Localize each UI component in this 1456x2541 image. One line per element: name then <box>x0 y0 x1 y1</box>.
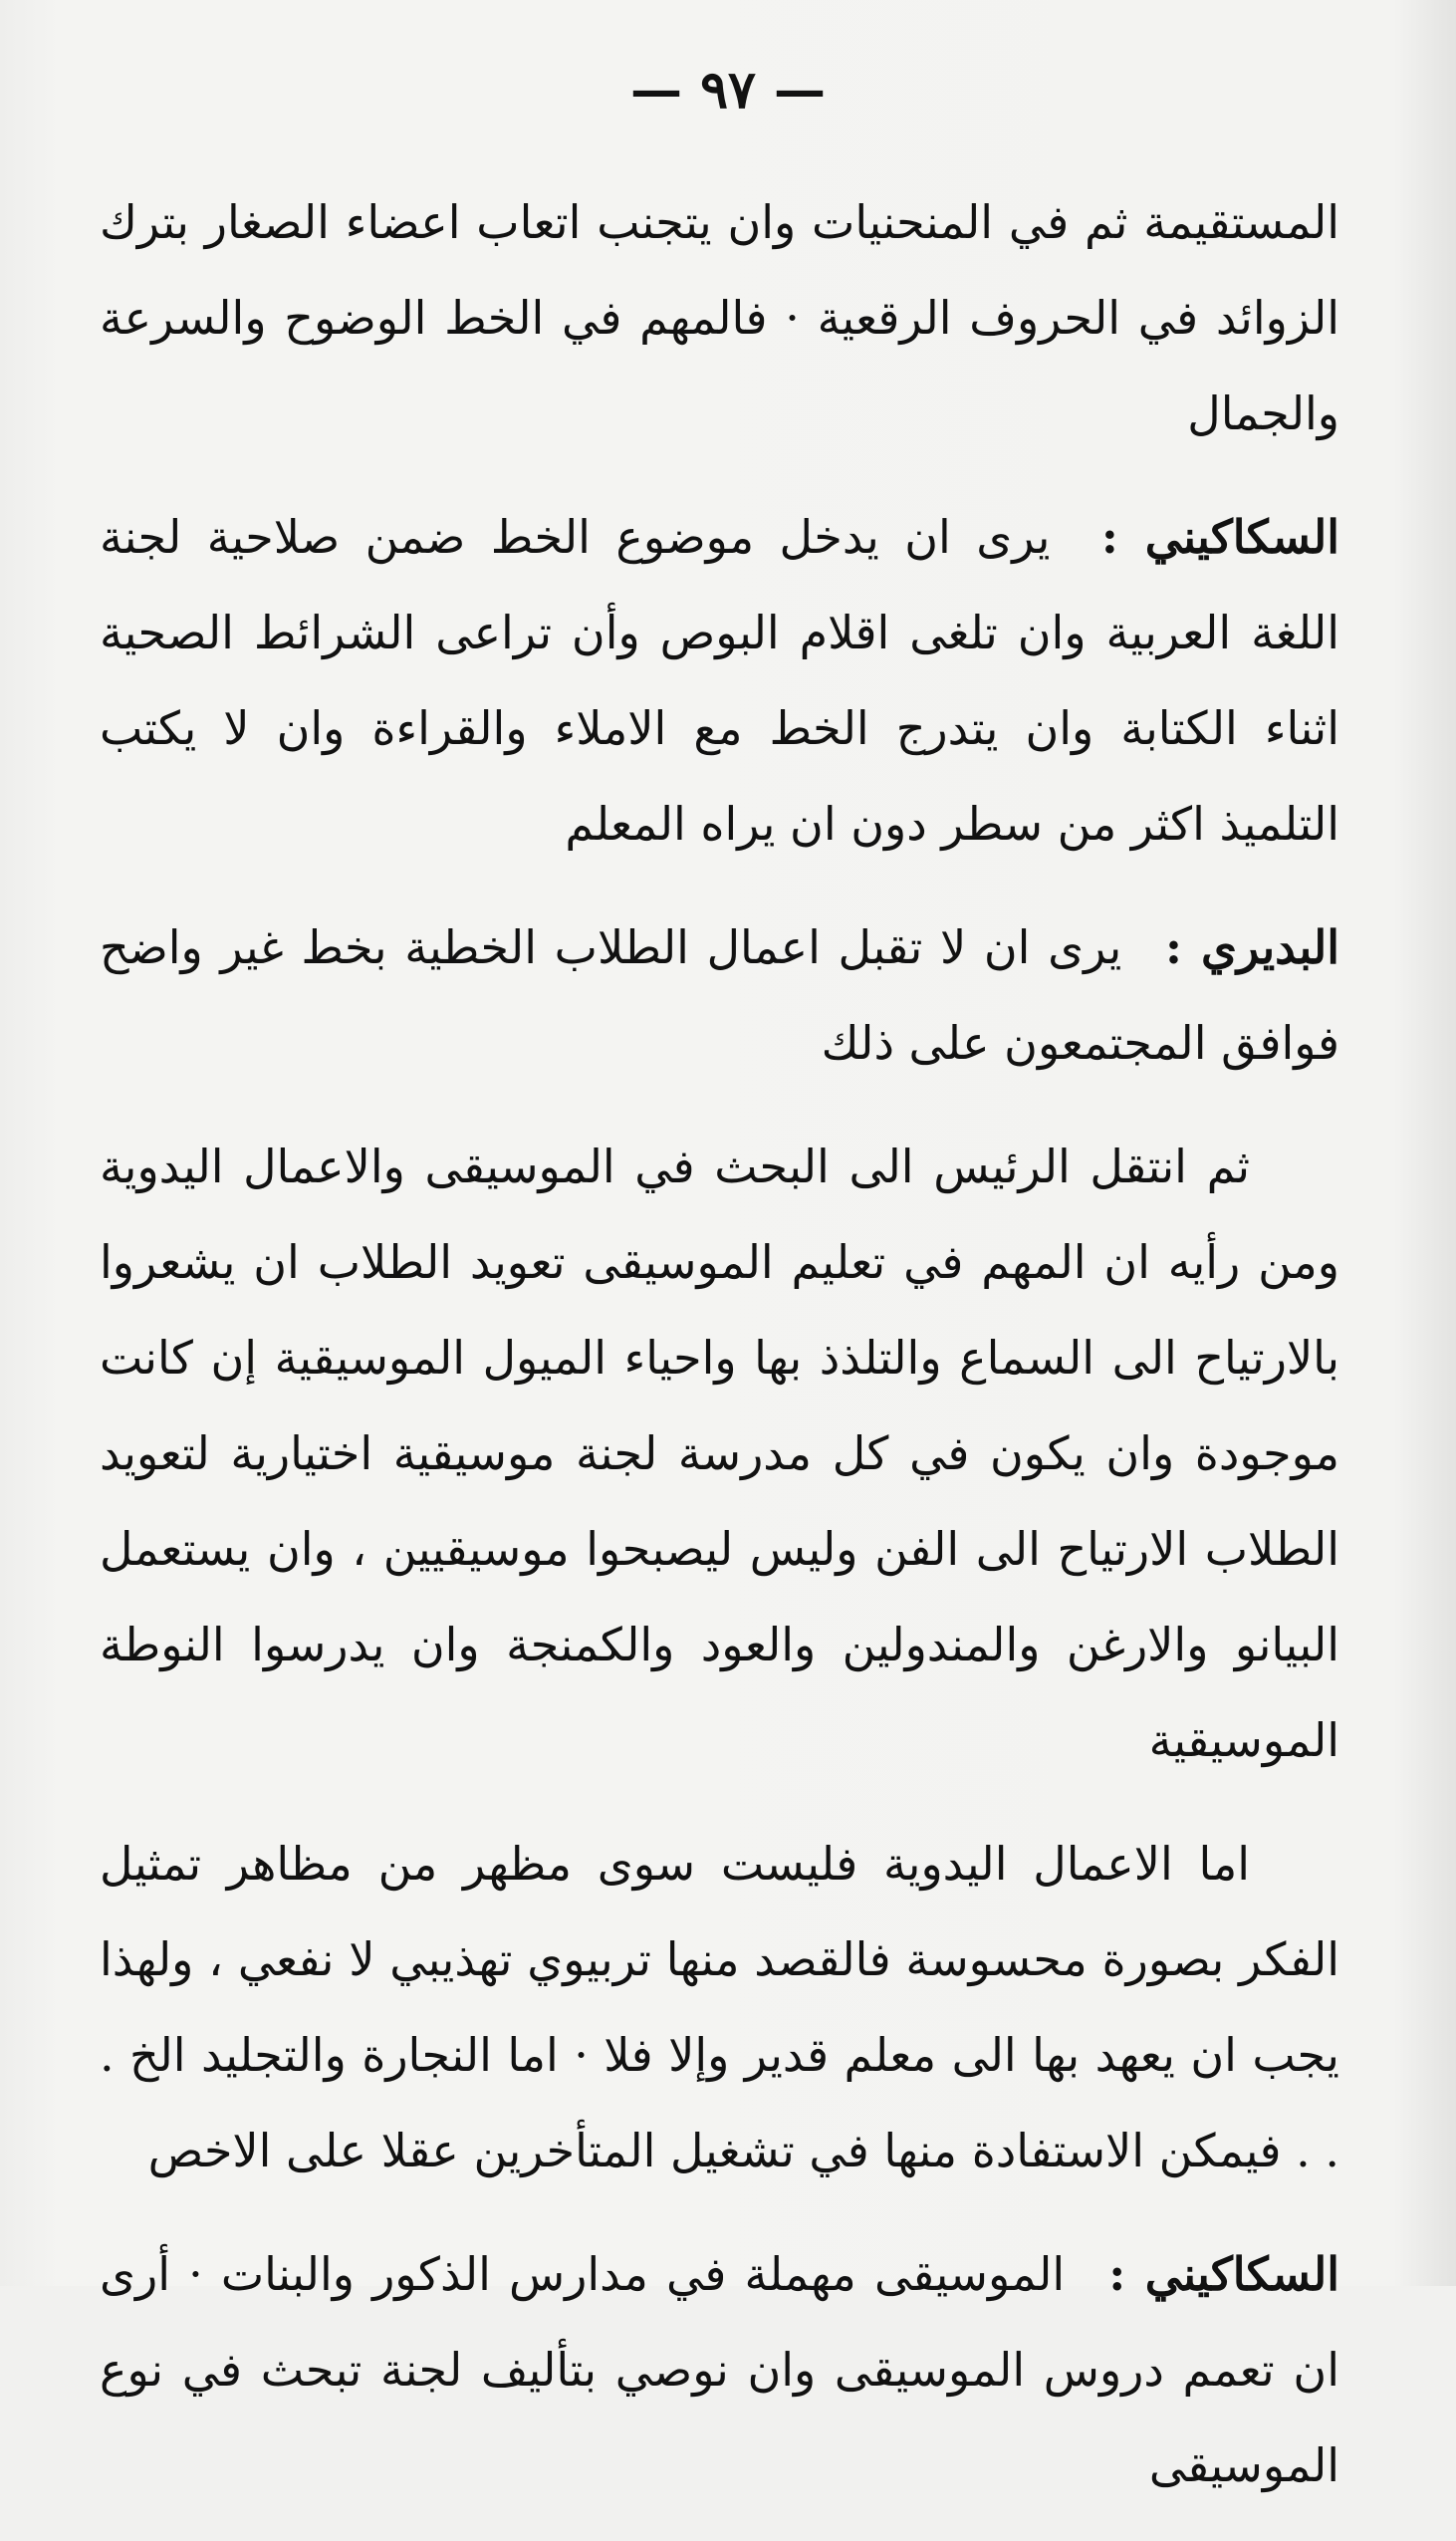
paragraph <box>100 174 1339 461</box>
speaker-name: السكاكيني : <box>1108 2247 1340 2301</box>
paragraph <box>100 899 1339 1091</box>
paragraph-text: ثم انتقل الرئيس الى البحث في الموسيقى والاعمال اليدوية ومن رأيه ان المهم في تعليم الموسيقى تعويد الطلاب ان يشعروا بالارتياح الى السماع والتلذذ بها واحياء الميول الموسيقية إن كانت موجودة وان يكون في كل مدرسة لجنة موسيقية اختيارية لتعويد الطلاب الارتياح الى الفن وليس ليصبحوا موسيقيين ، وان يستعمل البيانو والارغن والمندولين والعود والكمنجة وان يدرسوا النوطة الموسيقية <box>100 1140 1339 1767</box>
paragraph <box>100 489 1339 872</box>
paragraph <box>100 1816 1339 2198</box>
paragraph-text: يرى ان يدخل موضوع الخط ضمن صلاحية لجنة اللغة العربية وان تلغى اقلام البوص وأن تراعى الشرائط الصحية اثناء الكتابة وان يتدرج الخط مع الاملاء والقراءة وان لا يكتب التلميذ اكثر من سطر دون ان يراه المعلم <box>100 510 1339 851</box>
speaker-name: السكاكيني : <box>1100 510 1340 564</box>
page-number: — ٩٧ — <box>629 60 827 121</box>
paragraph-text: يرى ان لا تقبل اعمال الطلاب الخطية بخط غير واضح فوافق المجتمعون على ذلك <box>100 920 1339 1070</box>
text-body <box>100 174 1339 2541</box>
paragraph-text: المستقيمة ثم في المنحنيات وان يتجنب اتعاب اعضاء الصغار بترك الزوائد في الحروف الرقعية · فالمهم في الخط الوضوح والسرعة والجمال <box>100 195 1339 440</box>
paragraph <box>100 2226 1339 2513</box>
paragraph-text: الموسيقى مهملة في مدارس الذكور والبنات · أرى ان تعمم دروس الموسيقى وان نوصي بتأليف لجنة تبحث في نوع الموسيقى <box>100 2247 1339 2492</box>
speaker-name: البديري : <box>1164 920 1340 974</box>
paragraph <box>100 1119 1339 1788</box>
paragraph-text: اما الاعمال اليدوية فليست سوى مظهر من مظاهر تمثيل الفكر بصورة محسوسة فالقصد منها تربيوي تهذيبي لا نفعي ، ولهذا يجب ان يعهد بها الى معلم قدير وإلا فلا · اما النجارة والتجليد الخ . . . فيمكن الاستفادة منها في تشغيل المتأخرين عقلا على الاخص <box>100 1837 1339 2177</box>
